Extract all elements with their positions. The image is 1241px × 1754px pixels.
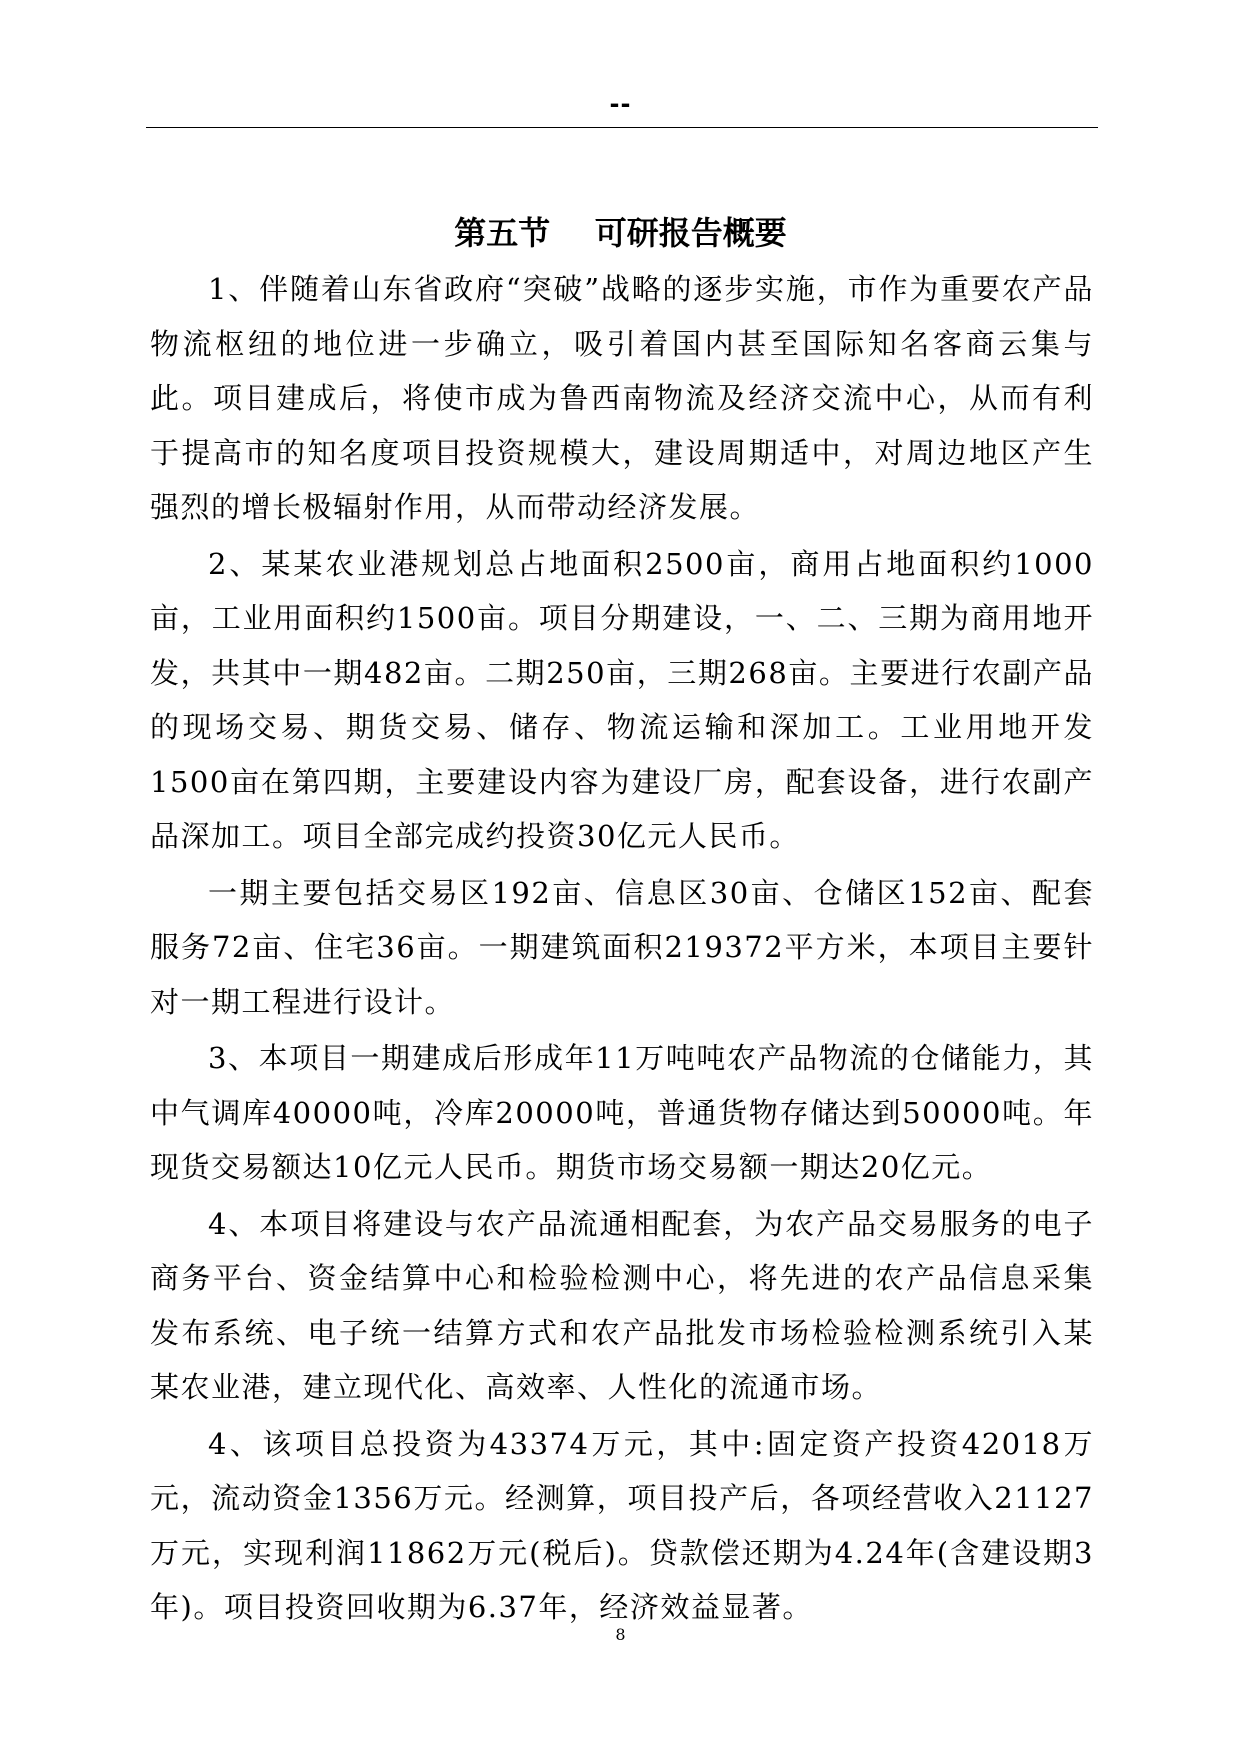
paragraph-6: 4、该项目总投资为43374万元，其中:固定资产投资42018万元，流动资金1356万元。经测算，项目投产后，各项经营收入21127万元，实现利润11862万元(税后)。贷款偿还期为4.24年(含建设期3年)。项目投资回收期为6.37年，经济效益显著。 — [150, 1426, 1094, 1624]
paragraph-5: 4、本项目将建设与农产品流通相配套，为农产品交易服务的电子商务平台、资金结算中心和检验检测中心，将先进的农产品信息采集发布系统、电子统一结算方式和农产品批发市场检验检测系统引入某某农业港，建立现代化、高效率、人性化的流通市场。 — [150, 1206, 1094, 1404]
paragraph-2: 2、某某农业港规划总占地面积2500亩，商用占地面积约1000亩，工业用面积约1500亩。项目分期建设，一、二、三期为商用地开发，共其中一期482亩。二期250亩，三期268亩。主要进行农副产品的现场交易、期货交易、储存、物流运输和深加工。工业用地开发1500亩在第四期，主要建设内容为建设厂房，配套设备，进行农副产品深加工。项目全部完成约投资30亿元人民币。 — [150, 546, 1094, 853]
section-title: 第五节 可研报告概要 — [454, 214, 787, 252]
header-divider — [146, 127, 1098, 128]
paragraph-3: 一期主要包括交易区192亩、信息区30亩、仓储区152亩、配套服务72亩、住宅36亩。一期建筑面积219372平方米，本项目主要针对一期工程进行设计。 — [150, 875, 1094, 1019]
page-number: 8 — [615, 1625, 626, 1644]
paragraph-4: 3、本项目一期建成后形成年11万吨吨农产品物流的仓储能力，其中气调库40000吨，冷库20000吨，普通货物存储达到50000吨。年现货交易额达10亿元人民币。期货市场交易额一期达20亿元。 — [150, 1041, 1094, 1184]
header-mark: -- — [609, 90, 632, 118]
paragraph-1: 1、伴随着山东省政府“突破”战略的逐步实施，市作为重要农产品物流枢纽的地位进一步确立，吸引着国内甚至国际知名客商云集与此。项目建成后，将使市成为鲁西南物流及经济交流中心，从而有利于提高市的知名度项目投资规模大，建设周期适中，对周边地区产生强烈的增长极辐射作用，从而带动经济发展。 — [150, 272, 1094, 524]
document-body — [150, 262, 1094, 1637]
